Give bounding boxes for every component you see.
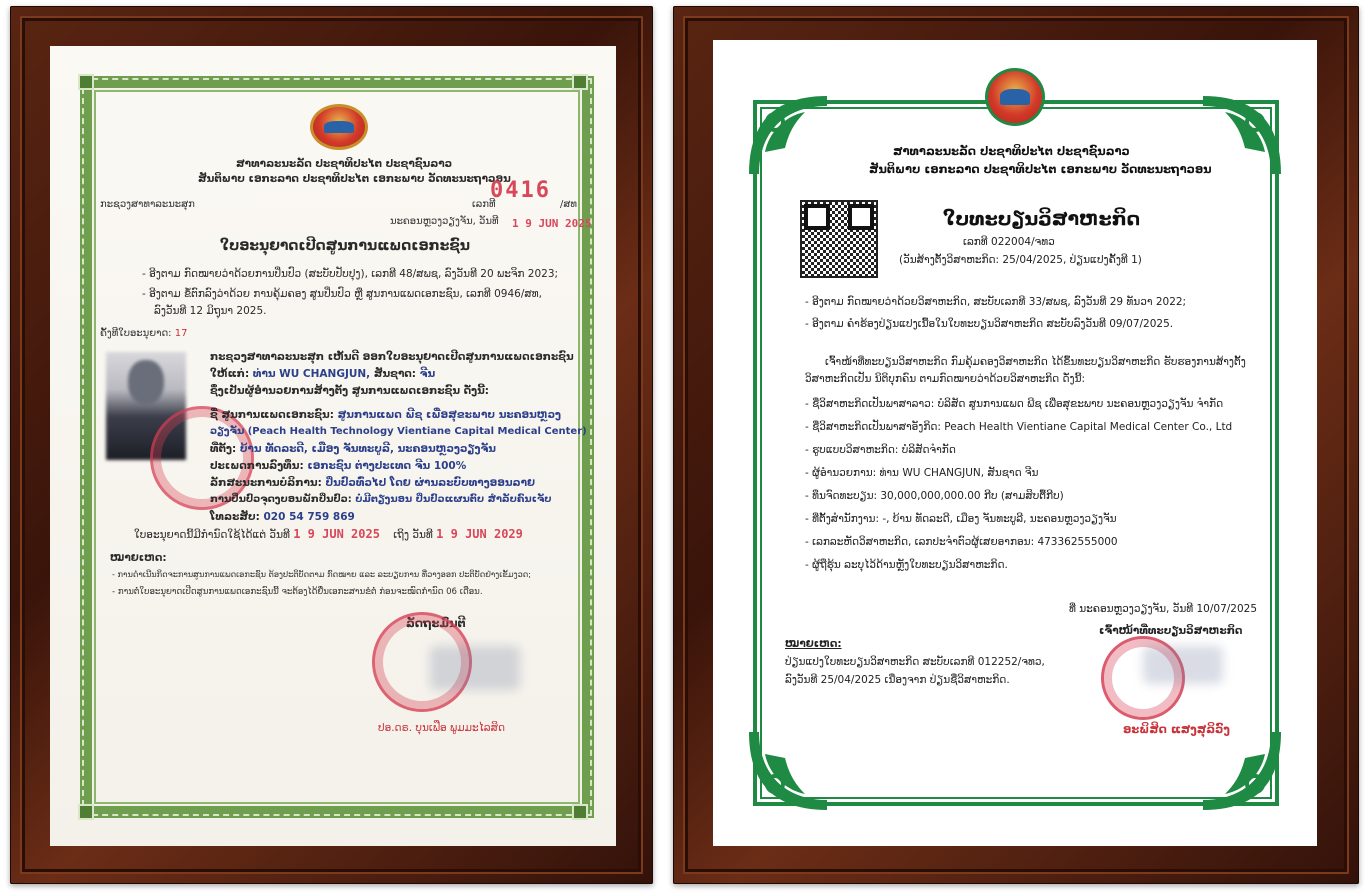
investment-label: ປະເພດການລົງທຶນ: [210,460,304,472]
basis-line-3: ລົງວັນທີ 12 ມິຖຸນາ 2025. [154,305,267,317]
field-english-name: - ຊື່ວິສາຫະກິດເປັນພາສາອັງກິດ: Peach Health Vientiane Capital Medical Center Co., Ltd [805,421,1233,433]
issue-date-stamp: 1 9 JUN 2025 [512,217,592,230]
signer-name: ປອ.ດຣ. ບຸນເຟືອ ພູມມະໄລສິດ [378,722,506,734]
border-corner-ornament [78,74,94,90]
border-corner-ornament [78,804,94,820]
center-name-label: ຊື່ ສູນການແພດເອກະຊົນ: [210,409,334,421]
signature-blurred [430,646,520,690]
phone-value: 020 54 759 869 [263,511,355,523]
field-shareholders: - ຜູ້ຖືຮຸ້ນ ລະບຸໄວ້ດ້ານຫຼັງໃບທະບຽນວິສາຫະກິດ. [805,559,1008,571]
field-tax-id: - ເລກລະຫັດວິສາຫະກິດ, ເລກປະຈຳຕົວຜູ້ເສຍອາກອນ: 473362555000 [805,536,1118,548]
ministry-label: ກະຊວງສາທາລະນະສຸກ [100,199,195,210]
investment-value: ເອກະຊົນ ຕ່າງປະເທດ ຈີນ 100% [307,460,467,472]
registration-note: (ວັນສ້າງຕັ້ງວິສາຫະກິດ: 25/04/2025, ປ່ຽນແປງຄັ້ງທີ 1) [899,254,1142,266]
header-line-2: ສັນຕິພາບ ເອກະລາດ ປະຊາທິປະໄຕ ເອກະພາບ ວັດທະນະຖາວອນ [869,162,1212,176]
number-label: ເລກທີ [472,199,496,210]
officer-name: ອະພິສິດ ແສງສຸລິວົງ [1123,722,1230,736]
left-certificate-frame [10,6,653,884]
document-title: ໃບອະນຸຍາດເປີດສູນການແພດເອກະຊົນ [220,238,470,254]
field-lao-name: - ຊື່ວິສາຫະກິດເປັນພາສາລາວ: ບໍລິສັດ ສູນການແພດ ພີຊ ເພື່ອສຸຂະພາບ ນະຄອນຫຼວງວຽງຈັນ ຈຳກັດ [805,398,1224,410]
field-director: - ຜູ້ອຳນວຍການ: ທ່ານ WU CHANGJUN, ສັນຊາດ ຈີນ [805,467,1039,479]
field-enterprise-type: - ຮູບແບບວິສາຫະກິດ: ບໍລິສັດຈຳກັດ [805,444,956,456]
method-value: ບໍ່ມີຕຽງນອນ ປິ່ນປົວແຜນຕົບ ສໍາລັບຄົນເຈັບ [355,494,552,505]
method-label: ການປິ່ນປົວຈຸດງບອນພັກປິ່ນປົວ: [210,494,352,505]
signature-blurred [1143,646,1223,684]
valid-to-label: ເຖິງ ວັນທີ [393,529,433,541]
grantee-name: ທ່ານ WU CHANGJUN, [252,368,371,380]
corner-ornament-icon [745,92,831,178]
officer-title: ເຈົ້າໜ້າທີ່ທະບຽນວິສາຫະກິດ [1099,625,1243,637]
right-certificate-frame [673,6,1359,884]
service-label: ລັກສະນະການບໍລິການ: [210,477,322,489]
note-line-1: - ການດຳເນີນກິດຈະການສູນການແພດເອກະຊົນ ຕ້ອງປະຕິບັດຕາມ ກົດໝາຍ ແລະ ລະບຽບການ ທີ່ວາງອອກ ປະຕິບັດຢ່າງເຂັ້ມງວດ; [112,569,532,579]
renewal-value: 17 [174,328,188,339]
document-number-stamp: 0416 [490,178,551,203]
notes-heading: ໝາຍເຫດ: [110,552,167,564]
basis-line-1: - ອີງຕາມ ກົດໝາຍວ່າດ້ວຍວິສາຫະກິດ, ສະບັບເລກທີ 33/ສພຊ, ລົງວັນທີ 29 ທັນວາ 2022; [805,296,1187,308]
notes-heading: ໝາຍເຫດ: [785,638,842,650]
medical-license-document [50,46,616,846]
document-title: ໃບທະບຽນວິສາຫະກິດ [943,208,1141,230]
header-line-1: ສາທາລະນະລັດ ປະຊາທິປະໄຕ ປະຊາຊົນລາວ [893,144,1130,158]
grantee-label: ໃຫ້ແກ່: [210,368,250,380]
director-line: ຊຶ່ງເປັນຜູ້ອຳນວຍການສ້າງຕັ້ງ ສູນການແພດເອກະຊົນ ດັ່ງນີ້: [210,385,489,397]
corner-ornament-icon [745,728,831,814]
header-line-2: ສັນຕິພາບ ເອກະລາດ ປະຊາທິປະໄຕ ເອກະພາບ ວັດທະນະຖາວອນ [198,173,511,185]
basis-line-1: - ອີງຕາມ ກົດໝາຍວ່າດ້ວຍການປິ່ນປົວ (ສະບັບປັບປຸງ), ເລກທີ 48/ສພຊ, ລົງວັນທີ 20 ພະຈິກ 2023; [142,268,559,280]
address-value: ບ້ານ ທັດລະດີ, ເມືອງ ຈັນທະບູລີ, ນະຄອນຫຼວງວຽງຈັນ [239,443,496,455]
note-line-1: ປ່ຽນແປງໃບທະບຽນວິສາຫະກິດ ສະບັບເລກທີ 012252/ຈທວ, [785,656,1045,668]
valid-to-date: 1 9 JUN 2029 [436,527,523,541]
body-intro: ກະຊວງສາທາລະນະສຸກ ເຫັນດີ ອອກໃບອະນຸຍາດເປີດສູນການແພດເອກະຊົນ [210,351,574,363]
renewal-label: ຄັ້ງທີໃບອະນຸຍາດ: [100,328,172,339]
phone-label: ໂທລະສັບ: [210,511,260,523]
number-suffix: /ສທ [560,199,577,210]
intro-line-1: ເຈົ້າໜ້າທີ່ທະບຽນວິສາຫະກິດ ກົມຄຸ້ມຄອງວິສາຫະກິດ ໄດ້ຂຶ້ນທະບຽນວິສາຫະກິດ ຮັບຮອງການສ້າງຕັ້ງ [825,356,1246,368]
note-line-2: ລົງວັນທີ 25/04/2025 ເນື່ອງຈາກ ປ່ຽນຊື່ວິສາຫະກິດ. [785,674,1010,686]
basis-line-2: - ອີງຕາມ ຄຳຮ້ອງປ່ຽນແປງເນື້ອໃນໃບທະບຽນວິສາຫະກິດ ສະບັບລົງວັນທີ 09/07/2025. [805,318,1174,330]
intro-line-2: ວິສາຫະກິດເປັນ ນິຕິບຸກຄົນ ຕາມກົດໝາຍວ່າດ້ວຍວິສາຫະກິດ ດັ່ງນີ້: [805,373,1086,385]
center-name-lao: ສູນການແພດ ພີຊ ເພື່ອສຸຂະພາບ ນະຄອນຫຼວງ [337,409,562,421]
border-corner-ornament [572,804,588,820]
valid-from-date: 1 9 JUN 2025 [293,527,380,541]
nationality-value: ຈີນ [419,368,436,380]
qr-code [800,200,878,278]
place-date: ທີ່ ນະຄອນຫຼວງວຽງຈັນ, ວັນທີ 10/07/2025 [1069,603,1258,615]
nationality-label: ສັນຊາດ: [373,368,417,380]
enterprise-registration-document [713,40,1317,846]
validity-label: ໃບອະນຸຍາດນີ້ມີກຳນົດໃຊ້ໄດ້ແຕ່ ວັນທີ [134,529,290,541]
field-office-address: - ທີ່ຕັ້ງສຳນັກງານ: -, ບ້ານ ທັດລະດີ, ເມືອງ ຈັນທະບູລີ, ນະຄອນຫຼວງວຽງຈັນ [805,513,1117,525]
field-capital: - ທຶນຈົດທະບຽນ: 30,000,000,000.00 ກີບ (ສາມສິບຕື້ກີບ) [805,490,1064,502]
header-line-1: ສາທາລະນະລັດ ປະຊາທິປະໄຕ ປະຊາຊົນລາວ [236,158,453,170]
center-name-en: ວຽງຈັນ (Peach Health Technology Vientiane Capital Medical Center) [210,426,587,437]
service-value: ປິ່ນປົວທົ່ວໄປ ໂດຍ ຜ່ານລະບົບທາງອອນລາຍ [325,477,536,489]
lao-national-emblem-icon [985,68,1045,126]
place-date-label: ນະຄອນຫຼວງວຽງຈັນ, ວັນທີ [390,216,499,227]
border-corner-ornament [572,74,588,90]
corner-ornament-icon [1199,728,1285,814]
signer-title: ລັດຖະມົນຕີ [406,616,466,630]
basis-line-2: - ອີງຕາມ ຂໍ້ຕົກລົງວ່າດ້ວຍ ການຄຸ້ມຄອງ ສູນປິ່ນປົວ ຫຼື ສູນການແພດເອກະຊົນ, ເລກທີ 0946/ສທ, [142,288,542,300]
note-line-2: - ການຕໍ່ໃບອະນຸຍາດເປີດສູນການແພດເອກະຊົນນີ້ ຈະຕ້ອງໄດ້ຍື່ນເອກະສານຂໍຕໍ່ ກ່ອນຈະໝົດກຳນົດ 06 ເດືອນ. [112,587,483,597]
registration-number: ເລກທີ 022004/ຈທວ [963,236,1055,248]
lao-national-emblem-icon [310,104,368,150]
address-label: ທີ່ຕັ້ງ: [210,443,237,455]
